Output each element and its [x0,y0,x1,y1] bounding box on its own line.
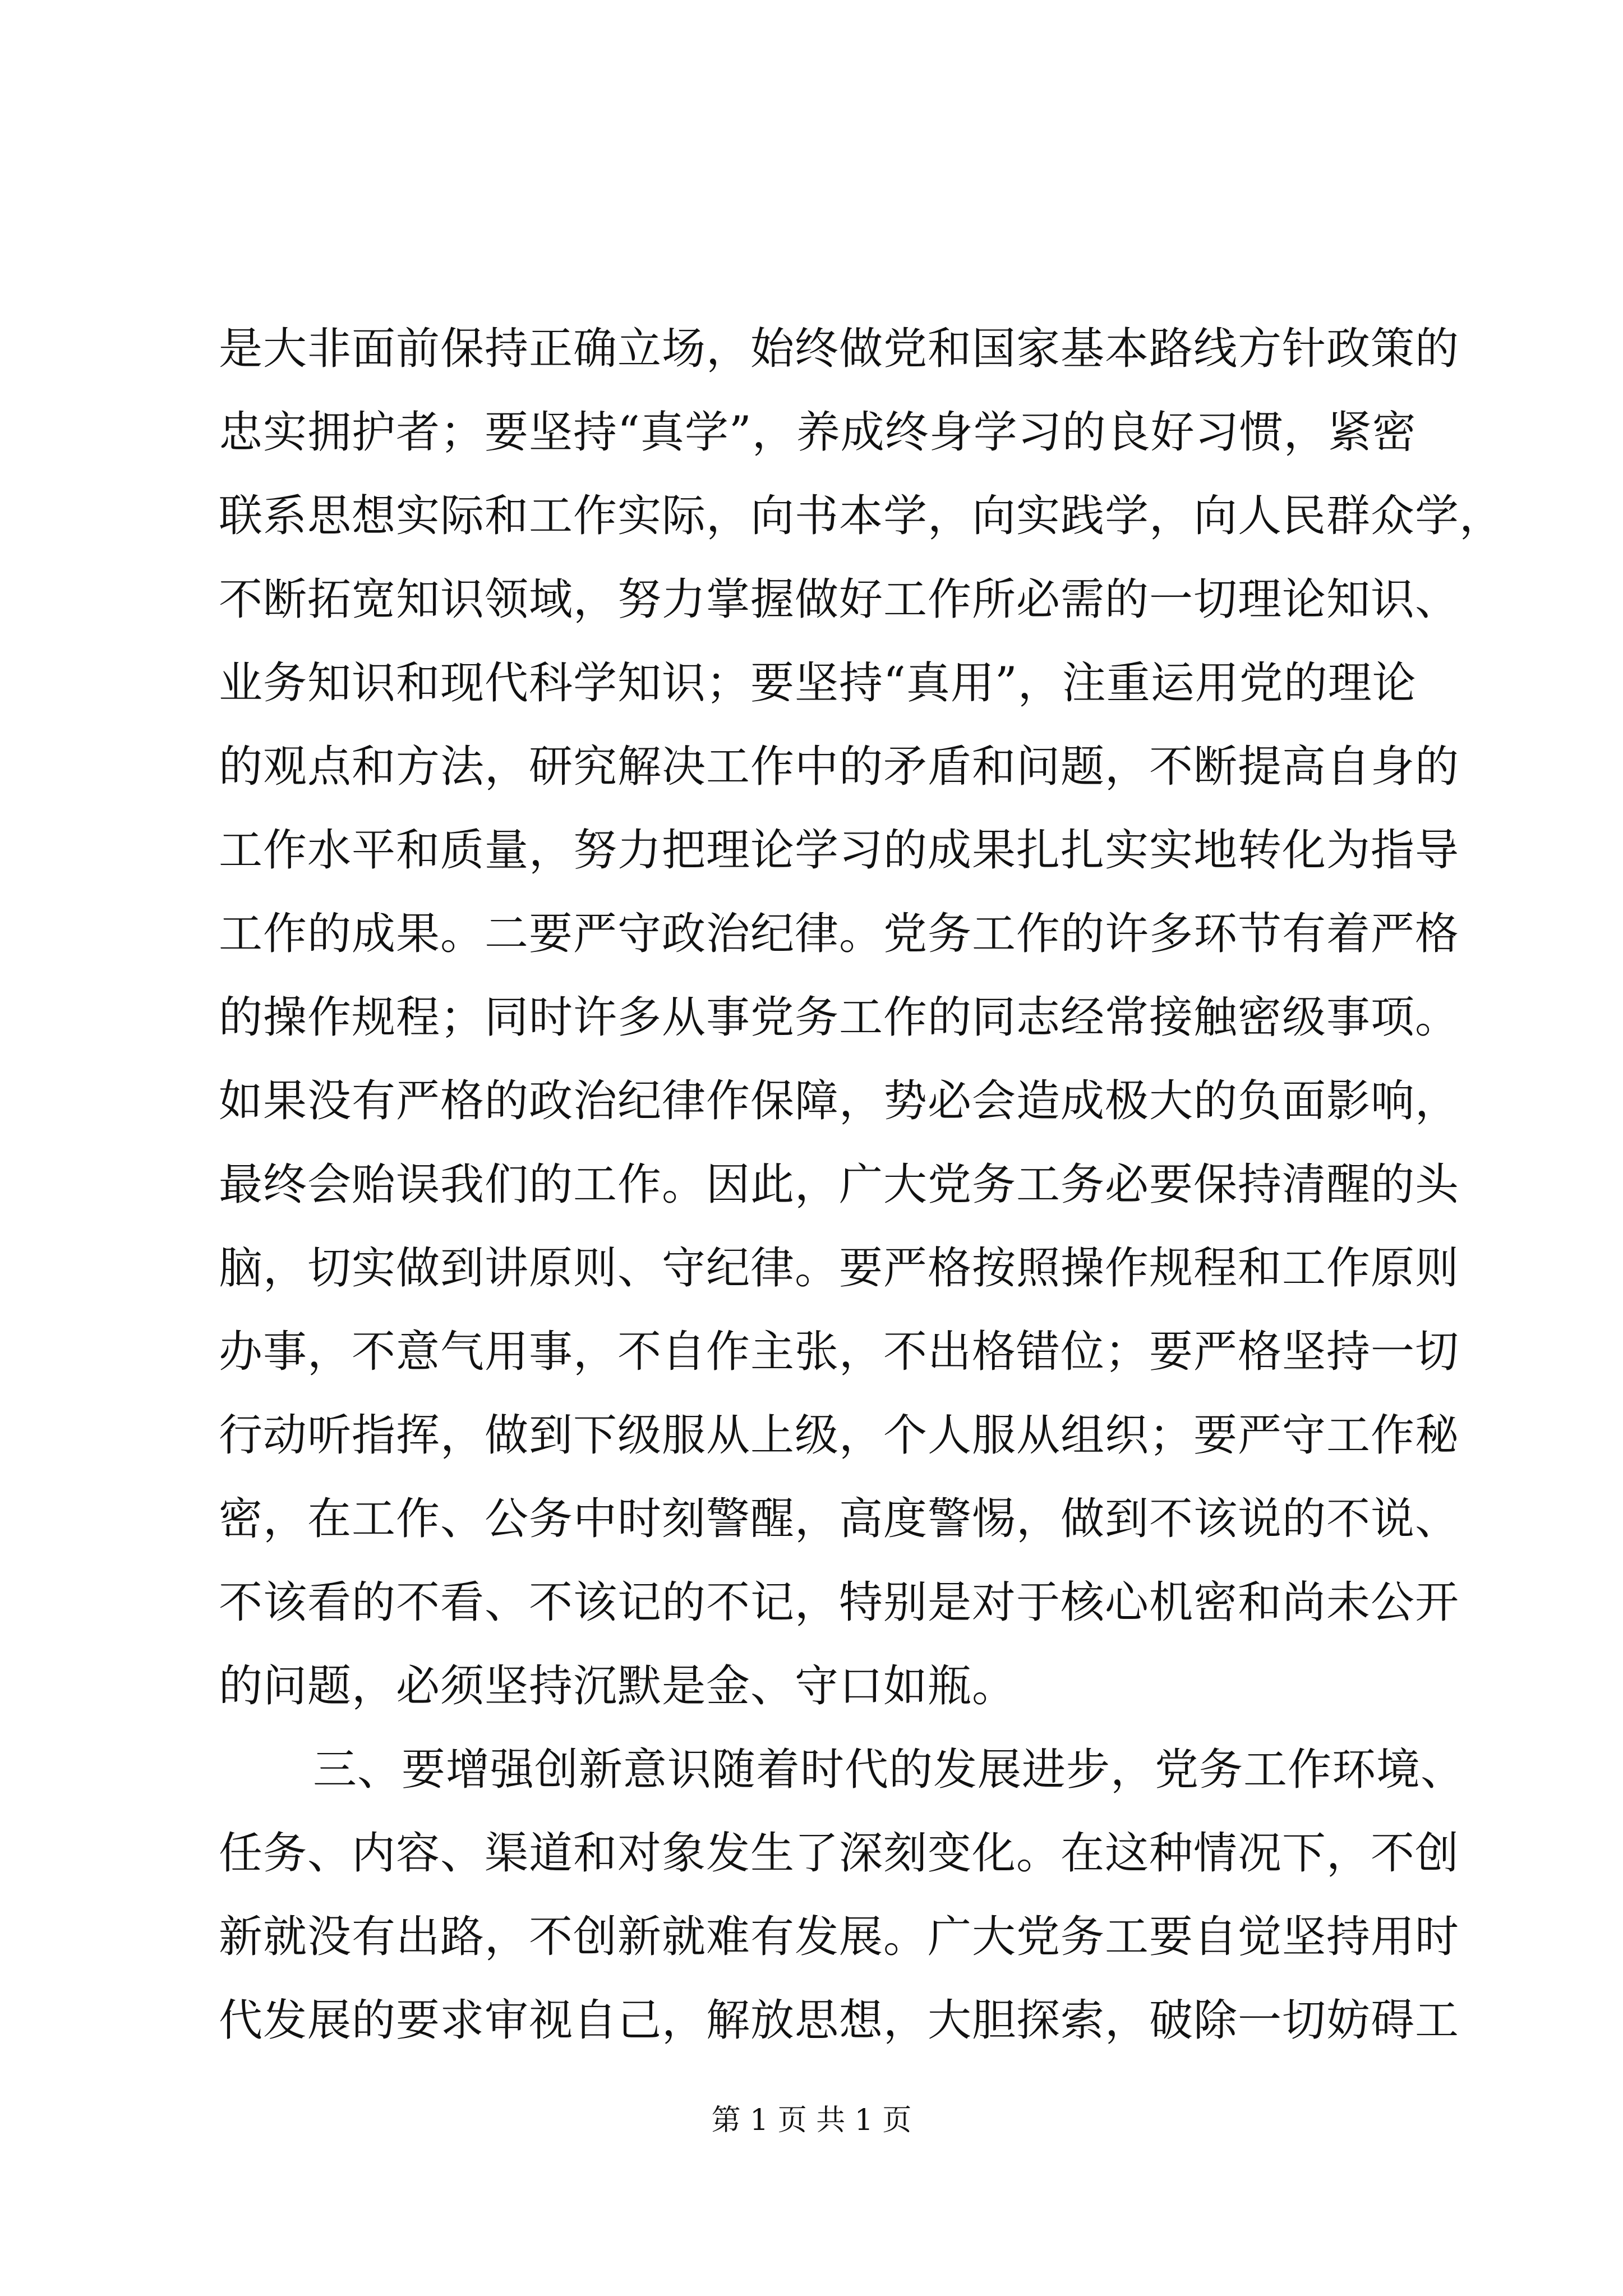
text-line: 新就没有出路，不创新就难有发展。广大党务工要自觉坚持用时 [219,1912,1460,1962]
section-heading-line: 三、要增强创新意识随着时代的发展进步，党务工作环境、 [313,1745,1465,1795]
text-line: 密，在工作、公务中时刻警醒，高度警惕，做到不该说的不说、 [219,1494,1460,1544]
text-line: 不该看的不看、不该记的不记，特别是对于核心机密和尚未公开 [219,1577,1460,1628]
document-body [219,307,1504,2063]
text-line: 业务知识和现代科学知识；要坚持“真用”，注重运用党的理论 [219,658,1417,708]
text-line: 的观点和方法，研究解决工作中的矛盾和问题，不断提高自身的 [219,742,1460,792]
text-line: 的问题，必须坚持沉默是金、守口如瓶。 [219,1661,1017,1711]
text-line: 如果没有严格的政治纪律作保障，势必会造成极大的负面影响， [219,1076,1460,1126]
text-line: 行动听指挥，做到下级服从上级，个人服从组织；要严守工作秘 [219,1410,1460,1461]
text-line: 最终会贻误我们的工作。因此，广大党务工务必要保持清醒的头 [219,1159,1460,1210]
text-line: 工作的成果。二要严守政治纪律。党务工作的许多环节有着严格 [219,909,1460,959]
text-line: 的操作规程；同时许多从事党务工作的同志经常接触密级事项。 [219,992,1460,1043]
text-line: 办事，不意气用事，不自作主张，不出格错位；要严格坚持一切 [219,1327,1460,1377]
text-line: 工作水平和质量，努力把理论学习的成果扎扎实实地转化为指导 [219,825,1460,876]
text-line: 联系思想实际和工作实际，向书本学，向实践学，向人民群众学， [219,491,1504,541]
text-line: 脑，切实做到讲原则、守纪律。要严格按照操作规程和工作原则 [219,1243,1460,1294]
text-line: 任务、内容、渠道和对象发生了深刻变化。在这种情况下，不创 [219,1828,1460,1879]
text-line: 不断拓宽知识领域，努力掌握做好工作所必需的一切理论知识、 [219,574,1460,625]
text-line: 代发展的要求审视自己，解放思想，大胆探索，破除一切妨碍工 [219,1995,1460,2046]
text-line: 忠实拥护者；要坚持“真学”，养成终身学习的良好习惯，紧密 [219,407,1417,458]
page-footer: 第 1 页 共 1 页 [711,2104,912,2137]
text-line: 是大非面前保持正确立场，始终做党和国家基本路线方针政策的 [219,324,1460,374]
